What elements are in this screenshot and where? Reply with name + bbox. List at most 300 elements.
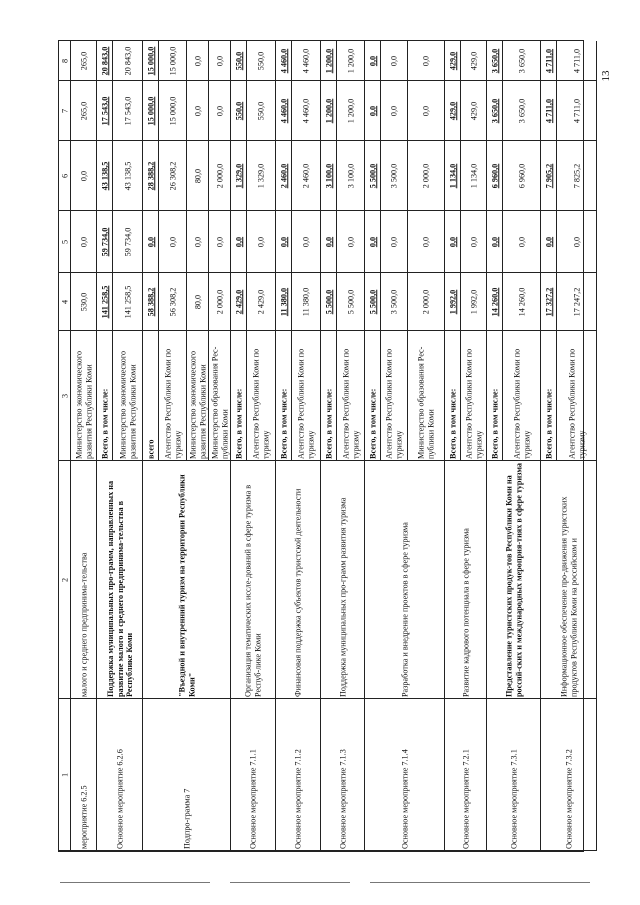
- amount-cell-text: 3 500,0: [389, 289, 399, 314]
- amount-cell: [276, 141, 292, 211]
- amount-cell: [143, 41, 159, 81]
- column-header-text: 8: [59, 58, 69, 63]
- executor-cell: [445, 331, 461, 461]
- amount-cell-text: 20 843,0: [99, 46, 109, 75]
- amount-cell-text: 0,0: [421, 105, 431, 116]
- column-header-text: 4: [59, 299, 69, 304]
- amount-cell: [337, 81, 365, 141]
- amount-cell-text: 3 650,0: [516, 98, 526, 123]
- amount-cell-text: 43 138,5: [122, 161, 132, 190]
- column-header-text: 2: [59, 577, 69, 582]
- program-id-cell: [445, 699, 487, 851]
- amount-cell: [445, 211, 461, 273]
- program-name-cell: [445, 461, 487, 699]
- footer-rule: [370, 882, 590, 883]
- amount-cell: [231, 81, 247, 141]
- amount-cell-text: 0,0: [145, 236, 155, 247]
- program-name-cell-text: "Въездной и внутренний туризм на территории Республики Коми": [177, 473, 196, 697]
- amount-cell-text: 15 000,0: [167, 96, 177, 125]
- amount-cell: [365, 141, 381, 211]
- amount-cell-text: 0,0: [367, 55, 377, 66]
- amount-cell: [292, 41, 321, 81]
- program-id-cell: [365, 699, 445, 851]
- amount-cell-text: 15 000,0: [145, 96, 155, 125]
- amount-cell-text: 56 308,2: [167, 287, 177, 316]
- amount-cell-text: 4 711,0: [543, 98, 553, 123]
- executor-cell: [187, 331, 209, 461]
- executor-cell-text: Всего, в том числе:: [543, 388, 553, 459]
- executor-cell: [503, 331, 541, 461]
- amount-cell-text: 80,0: [192, 168, 202, 183]
- amount-cell: [187, 273, 209, 331]
- amount-cell: [187, 81, 209, 141]
- amount-cell: [541, 273, 557, 331]
- amount-cell-text: 0,0: [192, 236, 202, 247]
- program-id-cell: [321, 699, 365, 851]
- footer-rule: [60, 882, 210, 883]
- program-name-cell-text: Информационное обеспечение про-движения туристских продуктов Республики Коми на российском и: [559, 496, 578, 697]
- program-name-cell-text: Финансовая поддержка субъектов туристской деятельности: [293, 488, 303, 697]
- amount-cell-text: 6 960,0: [516, 163, 526, 188]
- amount-cell-text: 17 327,2: [543, 287, 553, 316]
- executor-cell-text: Министерство экономического развития Республики Коми: [118, 350, 137, 459]
- program-id-cell-text: Подпро-грамма 7: [181, 788, 191, 849]
- amount-cell: [337, 41, 365, 81]
- column-header-text: 5: [59, 239, 69, 244]
- amount-cell-text: 4 711,0: [543, 48, 553, 73]
- amount-cell-text: 26 308,2: [167, 161, 177, 190]
- amount-cell: [461, 211, 487, 273]
- amount-cell: [113, 273, 143, 331]
- amount-cell: [365, 81, 381, 141]
- amount-cell: [209, 211, 231, 273]
- page-number-text: 13: [600, 70, 612, 82]
- amount-cell: [503, 211, 541, 273]
- amount-cell-text: 0,0: [571, 236, 581, 247]
- amount-cell: [113, 211, 143, 273]
- amount-cell-text: 6 960,0: [489, 163, 499, 188]
- amount-cell: [381, 141, 408, 211]
- amount-cell-text: 141 258,5: [122, 285, 132, 318]
- executor-cell-text: Агентство Республики Коми по туризму: [512, 348, 531, 459]
- amount-cell-text: 0,0: [345, 236, 355, 247]
- amount-cell: [143, 211, 159, 273]
- executor-cell-text: Всего, в том числе:: [447, 388, 457, 459]
- amount-cell: [231, 273, 247, 331]
- amount-cell: [113, 141, 143, 211]
- amount-cell: [71, 273, 97, 331]
- amount-cell: [143, 273, 159, 331]
- amount-cell-text: 43 138,5: [99, 161, 109, 190]
- amount-cell-text: 2 429,0: [233, 289, 243, 314]
- amount-cell: [408, 273, 445, 331]
- column-header: [59, 211, 71, 273]
- amount-cell: [276, 273, 292, 331]
- amount-cell: [209, 141, 231, 211]
- amount-cell-text: 17 247,2: [571, 287, 581, 316]
- column-header-text: 7: [59, 108, 69, 113]
- amount-cell-text: 0,0: [278, 236, 288, 247]
- amount-cell-text: 1 134,0: [468, 163, 478, 188]
- program-id-cell-text: Основное мероприятие 7.3.2: [563, 748, 573, 849]
- amount-cell-text: 3 100,0: [323, 163, 333, 188]
- amount-cell: [503, 41, 541, 81]
- program-id-cell: [97, 699, 143, 851]
- executor-cell-text: Всего, в том числе:: [367, 388, 377, 459]
- amount-cell: [276, 81, 292, 141]
- amount-cell-text: 429,0: [468, 101, 478, 120]
- amount-cell-text: 0,0: [516, 236, 526, 247]
- amount-cell-text: 59 734,0: [122, 227, 132, 256]
- executor-cell: [247, 331, 276, 461]
- amount-cell-text: 429,0: [447, 51, 457, 70]
- amount-cell-text: 429,0: [468, 51, 478, 70]
- amount-cell: [159, 81, 187, 141]
- executor-cell-text: Всего, в том числе:: [278, 388, 288, 459]
- executor-cell: [71, 331, 97, 461]
- amount-cell: [337, 141, 365, 211]
- executor-cell-text: Министерство образования Рес-публики Коми: [210, 346, 229, 459]
- amount-cell-text: 7 825,2: [571, 163, 581, 188]
- amount-cell-text: 2 000,0: [214, 289, 224, 314]
- program-name-cell: [541, 461, 597, 699]
- amount-cell-text: 0,0: [367, 105, 377, 116]
- executor-cell: [231, 331, 247, 461]
- amount-cell: [503, 273, 541, 331]
- amount-cell: [461, 81, 487, 141]
- amount-cell: [159, 211, 187, 273]
- amount-cell: [445, 81, 461, 141]
- amount-cell: [337, 211, 365, 273]
- amount-cell-text: 0,0: [233, 236, 243, 247]
- amount-cell-text: 0,0: [543, 236, 553, 247]
- amount-cell: [503, 141, 541, 211]
- executor-cell: [541, 331, 557, 461]
- amount-cell: [557, 273, 597, 331]
- amount-cell-text: 80,0: [192, 294, 202, 309]
- amount-cell: [187, 141, 209, 211]
- program-id-cell-text: Основное мероприятие 7.1.3: [337, 748, 347, 849]
- amount-cell: [408, 81, 445, 141]
- amount-cell: [247, 273, 276, 331]
- amount-cell: [541, 41, 557, 81]
- amount-cell: [231, 211, 247, 273]
- amount-cell-text: 3 500,0: [389, 163, 399, 188]
- amount-cell: [231, 41, 247, 81]
- executor-cell-text: Всего, в том числе:: [99, 388, 109, 459]
- amount-cell-text: 2 460,0: [278, 163, 288, 188]
- amount-cell-text: 0,0: [389, 55, 399, 66]
- amount-cell-text: 2 000,0: [421, 163, 431, 188]
- page-number: [596, 70, 616, 90]
- amount-cell-text: 0,0: [301, 236, 311, 247]
- amount-cell-text: 0,0: [214, 55, 224, 66]
- column-header: [59, 81, 71, 141]
- amount-cell-text: 5 500,0: [345, 289, 355, 314]
- amount-cell-text: 0,0: [421, 236, 431, 247]
- amount-cell: [97, 41, 113, 81]
- program-name-cell-text: Поддержка муниципальных про-грамм развития туризма: [337, 497, 347, 697]
- executor-cell: [365, 331, 381, 461]
- amount-cell: [209, 273, 231, 331]
- amount-cell-text: 4 711,0: [571, 98, 581, 123]
- program-name-cell-text: малого и среднего предпринима-тельства: [78, 552, 88, 697]
- amount-cell-text: 0,0: [214, 105, 224, 116]
- amount-cell: [187, 211, 209, 273]
- amount-cell: [461, 141, 487, 211]
- amount-cell-text: 0,0: [192, 105, 202, 116]
- program-id-cell-text: Основное мероприятие 7.1.2: [293, 748, 303, 849]
- column-header-text: 3: [59, 393, 69, 398]
- executor-cell-text: Всего, в том числе:: [233, 388, 243, 459]
- executor-cell-text: Агентство Республики Коми по туризму: [341, 348, 360, 459]
- amount-cell-text: 0,0: [389, 105, 399, 116]
- amount-cell-text: 17 543,0: [99, 96, 109, 125]
- program-name-cell-text: Разработка и внедрение проектов в сфере туризма: [399, 521, 409, 697]
- amount-cell-text: 20 843,0: [122, 46, 132, 75]
- amount-cell: [292, 211, 321, 273]
- amount-cell: [408, 141, 445, 211]
- amount-cell-text: 3 100,0: [345, 163, 355, 188]
- executor-cell-text: Всего, в том числе:: [323, 388, 333, 459]
- amount-cell: [381, 273, 408, 331]
- executor-cell: [113, 331, 143, 461]
- amount-cell-text: 7 905,2: [543, 163, 553, 188]
- amount-cell-text: 1 134,0: [447, 163, 457, 188]
- executor-cell: [337, 331, 365, 461]
- amount-cell-text: 3 650,0: [489, 48, 499, 73]
- amount-cell-text: 1 200,0: [323, 98, 333, 123]
- amount-cell: [487, 211, 503, 273]
- amount-cell-text: 14 260,0: [516, 287, 526, 316]
- column-header: [59, 41, 71, 81]
- amount-cell-text: 2 460,0: [301, 163, 311, 188]
- column-header: [59, 141, 71, 211]
- program-id-cell-text: Основное мероприятие 7.1.4: [399, 748, 409, 849]
- program-name-cell: [321, 461, 365, 699]
- program-id-cell-text: Основное мероприятие 7.1.1: [248, 748, 258, 849]
- amount-cell: [71, 41, 97, 81]
- column-header: [59, 273, 71, 331]
- column-header-text: 1: [59, 772, 69, 777]
- amount-cell-text: 3 650,0: [516, 48, 526, 73]
- amount-cell: [557, 81, 597, 141]
- amount-cell-text: 11 380,0: [278, 287, 288, 316]
- amount-cell: [292, 81, 321, 141]
- amount-cell-text: 530,0: [78, 292, 88, 311]
- amount-cell: [231, 141, 247, 211]
- amount-cell: [292, 141, 321, 211]
- amount-cell-text: 550,0: [256, 101, 266, 120]
- amount-cell: [113, 41, 143, 81]
- amount-cell: [381, 81, 408, 141]
- amount-cell: [143, 141, 159, 211]
- amount-cell-text: 0,0: [489, 236, 499, 247]
- amount-cell: [113, 81, 143, 141]
- program-name-cell-text: Представление туристских продук-тов Республики Коми на россий-ских и международных мероприя-тиях в сфере туризма: [504, 462, 523, 697]
- amount-cell: [292, 273, 321, 331]
- amount-cell-text: 0,0: [167, 236, 177, 247]
- executor-cell: [276, 331, 292, 461]
- amount-cell: [247, 81, 276, 141]
- program-id-cell: [143, 699, 231, 851]
- amount-cell: [557, 211, 597, 273]
- program-id-cell-text: Основное мероприятие 6.2.6: [114, 748, 124, 849]
- amount-cell: [276, 41, 292, 81]
- amount-cell-text: 58 388,2: [145, 287, 155, 316]
- column-header: [59, 461, 71, 699]
- amount-cell-text: 15 000,0: [145, 46, 155, 75]
- executor-cell-text: Агентство Республики Коми по туризму: [251, 348, 270, 459]
- amount-cell-text: 1 329,0: [233, 163, 243, 188]
- amount-cell-text: 4 460,0: [301, 48, 311, 73]
- executor-cell: [159, 331, 187, 461]
- program-name-cell: [71, 461, 97, 699]
- amount-cell: [209, 81, 231, 141]
- amount-cell-text: 2 000,0: [421, 289, 431, 314]
- amount-cell: [365, 211, 381, 273]
- amount-cell-text: 59 734,0: [99, 227, 109, 256]
- amount-cell-text: 4 460,0: [301, 98, 311, 123]
- amount-cell-text: 11 380,0: [301, 287, 311, 316]
- program-id-cell: [541, 699, 597, 851]
- program-name-cell: [487, 461, 541, 699]
- amount-cell-text: 550,0: [233, 51, 243, 70]
- amount-cell: [487, 81, 503, 141]
- amount-cell-text: 28 388,2: [145, 161, 155, 190]
- executor-cell-text: Агентство Республики Коми по туризму: [567, 348, 586, 459]
- program-name-cell: [143, 461, 231, 699]
- amount-cell: [541, 211, 557, 273]
- amount-cell: [321, 141, 337, 211]
- amount-cell-text: 17 543,0: [122, 96, 132, 125]
- amount-cell-text: 0,0: [389, 236, 399, 247]
- program-name-cell: [231, 461, 276, 699]
- executor-cell-text: Агентство Республики Коми по туризму: [296, 348, 315, 459]
- amount-cell-text: 265,0: [78, 51, 88, 70]
- executor-cell: [381, 331, 408, 461]
- amount-cell: [541, 141, 557, 211]
- program-id-cell: [71, 699, 97, 851]
- executor-cell: [292, 331, 321, 461]
- amount-cell-text: 4 460,0: [278, 98, 288, 123]
- program-name-cell: [365, 461, 445, 699]
- amount-cell-text: 0,0: [421, 55, 431, 66]
- executor-cell: [557, 331, 597, 461]
- amount-cell-text: 4 711,0: [571, 48, 581, 73]
- amount-cell: [487, 273, 503, 331]
- amount-cell-text: 1 992,0: [447, 289, 457, 314]
- amount-cell: [321, 41, 337, 81]
- amount-cell: [97, 273, 113, 331]
- amount-cell-text: 5 500,0: [367, 163, 377, 188]
- amount-cell: [187, 41, 209, 81]
- amount-cell-text: 1 200,0: [345, 98, 355, 123]
- amount-cell: [541, 81, 557, 141]
- amount-cell-text: 2 429,0: [256, 289, 266, 314]
- executor-cell: [408, 331, 445, 461]
- amount-cell: [487, 41, 503, 81]
- amount-cell-text: 0,0: [468, 236, 478, 247]
- amount-cell-text: 1 329,0: [256, 163, 266, 188]
- amount-cell-text: 141 258,5: [99, 285, 109, 318]
- amount-cell-text: 2 000,0: [214, 163, 224, 188]
- program-name-cell: [97, 461, 143, 699]
- executor-cell: [143, 331, 159, 461]
- amount-cell: [97, 141, 113, 211]
- amount-cell: [408, 41, 445, 81]
- executor-cell-text: Министерство экономического развития Республики Коми: [188, 350, 207, 459]
- executor-cell-text: всего: [145, 439, 155, 459]
- amount-cell: [408, 211, 445, 273]
- amount-cell: [487, 141, 503, 211]
- executor-cell: [487, 331, 503, 461]
- amount-cell-text: 550,0: [256, 51, 266, 70]
- amount-cell: [503, 81, 541, 141]
- program-id-cell-text: Основное мероприятие 7.3.1: [508, 748, 518, 849]
- amount-cell: [97, 81, 113, 141]
- amount-cell: [557, 141, 597, 211]
- amount-cell: [71, 211, 97, 273]
- column-header: [59, 699, 71, 851]
- executor-cell: [97, 331, 113, 461]
- program-name-cell-text: Поддержка муниципальных про-грамм, направленных на развитие малого и среднего предпринима-тельства в Республике Коми: [105, 480, 134, 697]
- amount-cell: [209, 41, 231, 81]
- executor-cell-text: Агентство Республики Коми по туризму: [163, 348, 182, 459]
- amount-cell: [381, 211, 408, 273]
- amount-cell: [247, 141, 276, 211]
- amount-cell: [557, 41, 597, 81]
- amount-cell: [159, 41, 187, 81]
- amount-cell-text: 1 992,0: [468, 289, 478, 314]
- amount-cell-text: 0,0: [323, 236, 333, 247]
- amount-cell: [321, 211, 337, 273]
- program-id-cell: [276, 699, 321, 851]
- amount-cell-text: 4 460,0: [278, 48, 288, 73]
- amount-cell-text: 0,0: [256, 236, 266, 247]
- amount-cell: [143, 81, 159, 141]
- amount-cell: [97, 211, 113, 273]
- executor-cell-text: Агентство Республики Коми по туризму: [464, 348, 483, 459]
- amount-cell: [445, 141, 461, 211]
- amount-cell-text: 265,0: [78, 101, 88, 120]
- executor-cell-text: Всего, в том числе:: [489, 388, 499, 459]
- executor-cell: [209, 331, 231, 461]
- program-name-cell-text: Организация тематических иссле-дований в сфере туризма в Респуб-лике Коми: [243, 484, 262, 697]
- program-name-cell: [276, 461, 321, 699]
- amount-cell: [247, 41, 276, 81]
- amount-cell: [71, 141, 97, 211]
- amount-cell-text: 1 200,0: [345, 48, 355, 73]
- amount-cell: [365, 41, 381, 81]
- executor-cell-text: Министерство экономического развития Республики Коми: [74, 350, 93, 459]
- amount-cell-text: 0,0: [78, 170, 88, 181]
- column-header-text: 6: [59, 173, 69, 178]
- budget-table: [58, 40, 584, 852]
- amount-cell-text: 0,0: [214, 236, 224, 247]
- program-id-cell: [487, 699, 541, 851]
- amount-cell-text: 429,0: [447, 101, 457, 120]
- amount-cell: [276, 211, 292, 273]
- amount-cell-text: 0,0: [447, 236, 457, 247]
- amount-cell: [461, 41, 487, 81]
- amount-cell: [445, 41, 461, 81]
- program-id-cell: [231, 699, 276, 851]
- amount-cell: [321, 273, 337, 331]
- amount-cell: [337, 273, 365, 331]
- amount-cell: [381, 41, 408, 81]
- amount-cell: [321, 81, 337, 141]
